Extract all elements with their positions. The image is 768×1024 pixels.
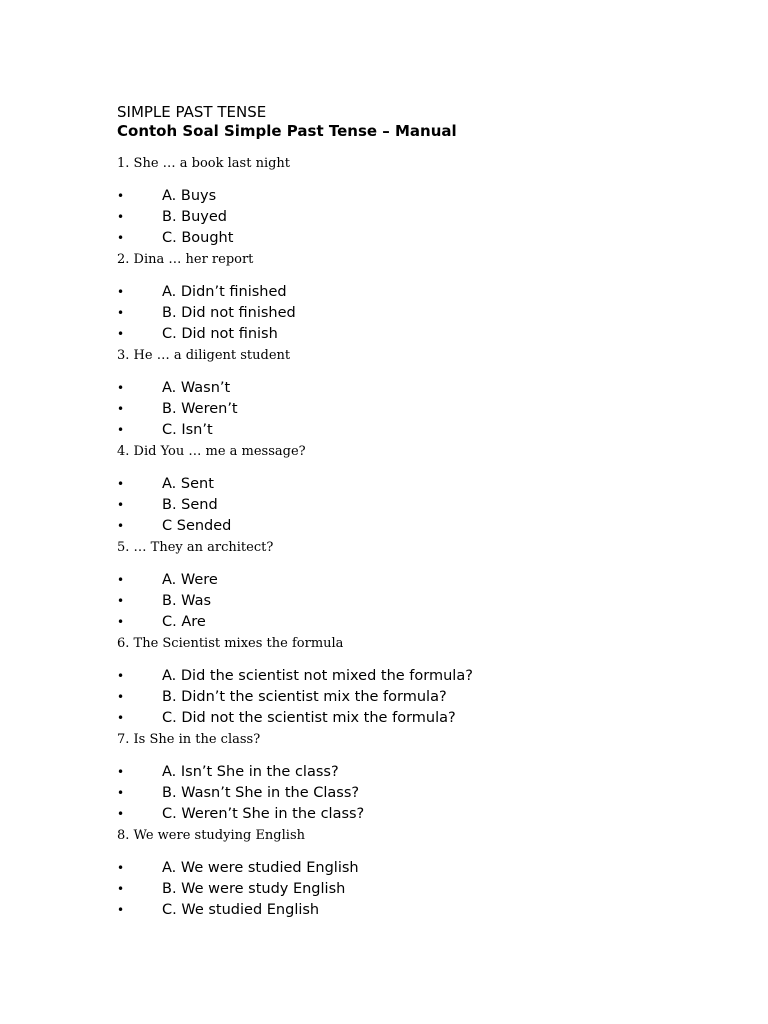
bullet-icon: • bbox=[117, 807, 125, 821]
document-title: SIMPLE PAST TENSE bbox=[117, 103, 267, 121]
option-label: B. Buyed bbox=[162, 209, 228, 225]
option-label: C. Isn’t bbox=[162, 422, 213, 438]
bullet-icon: • bbox=[117, 519, 125, 533]
bullet-icon: • bbox=[117, 594, 125, 608]
option-label: A. Didn’t finished bbox=[162, 284, 287, 300]
option-label: C. Are bbox=[162, 614, 206, 630]
bullet-icon: • bbox=[117, 765, 125, 779]
bullet-icon: • bbox=[117, 477, 125, 491]
option-item bbox=[117, 303, 737, 324]
option-list bbox=[117, 378, 737, 441]
option-label: A. Did the scientist not mixed the formula? bbox=[162, 668, 473, 684]
option-item bbox=[117, 783, 737, 804]
option-label: B. Did not finished bbox=[162, 305, 296, 321]
question-item bbox=[117, 538, 737, 634]
option-item bbox=[117, 399, 737, 420]
question-text: 4. Did You … me a message? bbox=[117, 444, 306, 459]
option-item bbox=[117, 804, 737, 825]
bullet-icon: • bbox=[117, 231, 125, 245]
option-list bbox=[117, 666, 737, 729]
bullet-icon: • bbox=[117, 498, 125, 512]
option-item bbox=[117, 324, 737, 345]
option-item bbox=[117, 591, 737, 612]
option-item bbox=[117, 762, 737, 783]
option-label: C. Bought bbox=[162, 230, 234, 246]
option-item bbox=[117, 228, 737, 249]
bullet-icon: • bbox=[117, 615, 125, 629]
option-item bbox=[117, 207, 737, 228]
bullet-icon: • bbox=[117, 327, 125, 341]
option-item bbox=[117, 879, 737, 900]
option-label: A. Isn’t She in the class? bbox=[162, 764, 339, 780]
question-text: 1. She … a book last night bbox=[117, 156, 291, 171]
option-label: A. Sent bbox=[162, 476, 214, 492]
bullet-icon: • bbox=[117, 573, 125, 587]
option-item bbox=[117, 186, 737, 207]
question-item bbox=[117, 826, 737, 922]
option-label: A. Buys bbox=[162, 188, 217, 204]
bullet-icon: • bbox=[117, 861, 125, 875]
option-list bbox=[117, 570, 737, 633]
question-text: 6. The Scientist mixes the formula bbox=[117, 636, 344, 651]
bullet-icon: • bbox=[117, 423, 125, 437]
bullet-icon: • bbox=[117, 189, 125, 203]
question-text: 3. He … a diligent student bbox=[117, 348, 291, 363]
option-label: B. Send bbox=[162, 497, 218, 513]
option-label: B. We were study English bbox=[162, 881, 346, 897]
question-item bbox=[117, 730, 737, 826]
option-item bbox=[117, 900, 737, 921]
option-label: C. Did not the scientist mix the formula? bbox=[162, 710, 456, 726]
question-text: 2. Dina … her report bbox=[117, 252, 254, 267]
option-label: C. Did not finish bbox=[162, 326, 278, 342]
option-item bbox=[117, 495, 737, 516]
question-item bbox=[117, 634, 737, 730]
question-list bbox=[117, 154, 737, 922]
option-item bbox=[117, 474, 737, 495]
bullet-icon: • bbox=[117, 210, 125, 224]
option-label: B. Didn’t the scientist mix the formula? bbox=[162, 689, 447, 705]
bullet-icon: • bbox=[117, 711, 125, 725]
question-text: 7. Is She in the class? bbox=[117, 732, 261, 747]
option-label: B. Weren’t bbox=[162, 401, 238, 417]
option-label: A. Wasn’t bbox=[162, 380, 231, 396]
bullet-icon: • bbox=[117, 669, 125, 683]
option-list bbox=[117, 474, 737, 537]
option-item bbox=[117, 612, 737, 633]
bullet-icon: • bbox=[117, 285, 125, 299]
option-item bbox=[117, 282, 737, 303]
question-item bbox=[117, 442, 737, 538]
question-text: 8. We were studying English bbox=[117, 828, 305, 843]
bullet-icon: • bbox=[117, 381, 125, 395]
option-label: C. Weren’t She in the class? bbox=[162, 806, 365, 822]
option-item bbox=[117, 516, 737, 537]
option-item bbox=[117, 570, 737, 591]
option-list bbox=[117, 186, 737, 249]
bullet-icon: • bbox=[117, 690, 125, 704]
question-item bbox=[117, 250, 737, 346]
option-label: A. Were bbox=[162, 572, 218, 588]
bullet-icon: • bbox=[117, 882, 125, 896]
option-list bbox=[117, 762, 737, 825]
document-subtitle: Contoh Soal Simple Past Tense – Manual bbox=[117, 122, 457, 140]
question-item bbox=[117, 346, 737, 442]
question-text: 5. … They an architect? bbox=[117, 540, 274, 555]
option-list bbox=[117, 858, 737, 921]
option-label: A. We were studied English bbox=[162, 860, 359, 876]
option-label: C Sended bbox=[162, 518, 232, 534]
bullet-icon: • bbox=[117, 786, 125, 800]
option-label: C. We studied English bbox=[162, 902, 320, 918]
bullet-icon: • bbox=[117, 402, 125, 416]
option-item bbox=[117, 687, 737, 708]
option-label: B. Wasn’t She in the Class? bbox=[162, 785, 360, 801]
option-label: B. Was bbox=[162, 593, 212, 609]
option-item bbox=[117, 378, 737, 399]
option-item bbox=[117, 858, 737, 879]
option-item bbox=[117, 708, 737, 729]
option-list bbox=[117, 282, 737, 345]
option-item bbox=[117, 666, 737, 687]
option-item bbox=[117, 420, 737, 441]
bullet-icon: • bbox=[117, 903, 125, 917]
document-header bbox=[117, 103, 457, 141]
question-item bbox=[117, 154, 737, 250]
bullet-icon: • bbox=[117, 306, 125, 320]
